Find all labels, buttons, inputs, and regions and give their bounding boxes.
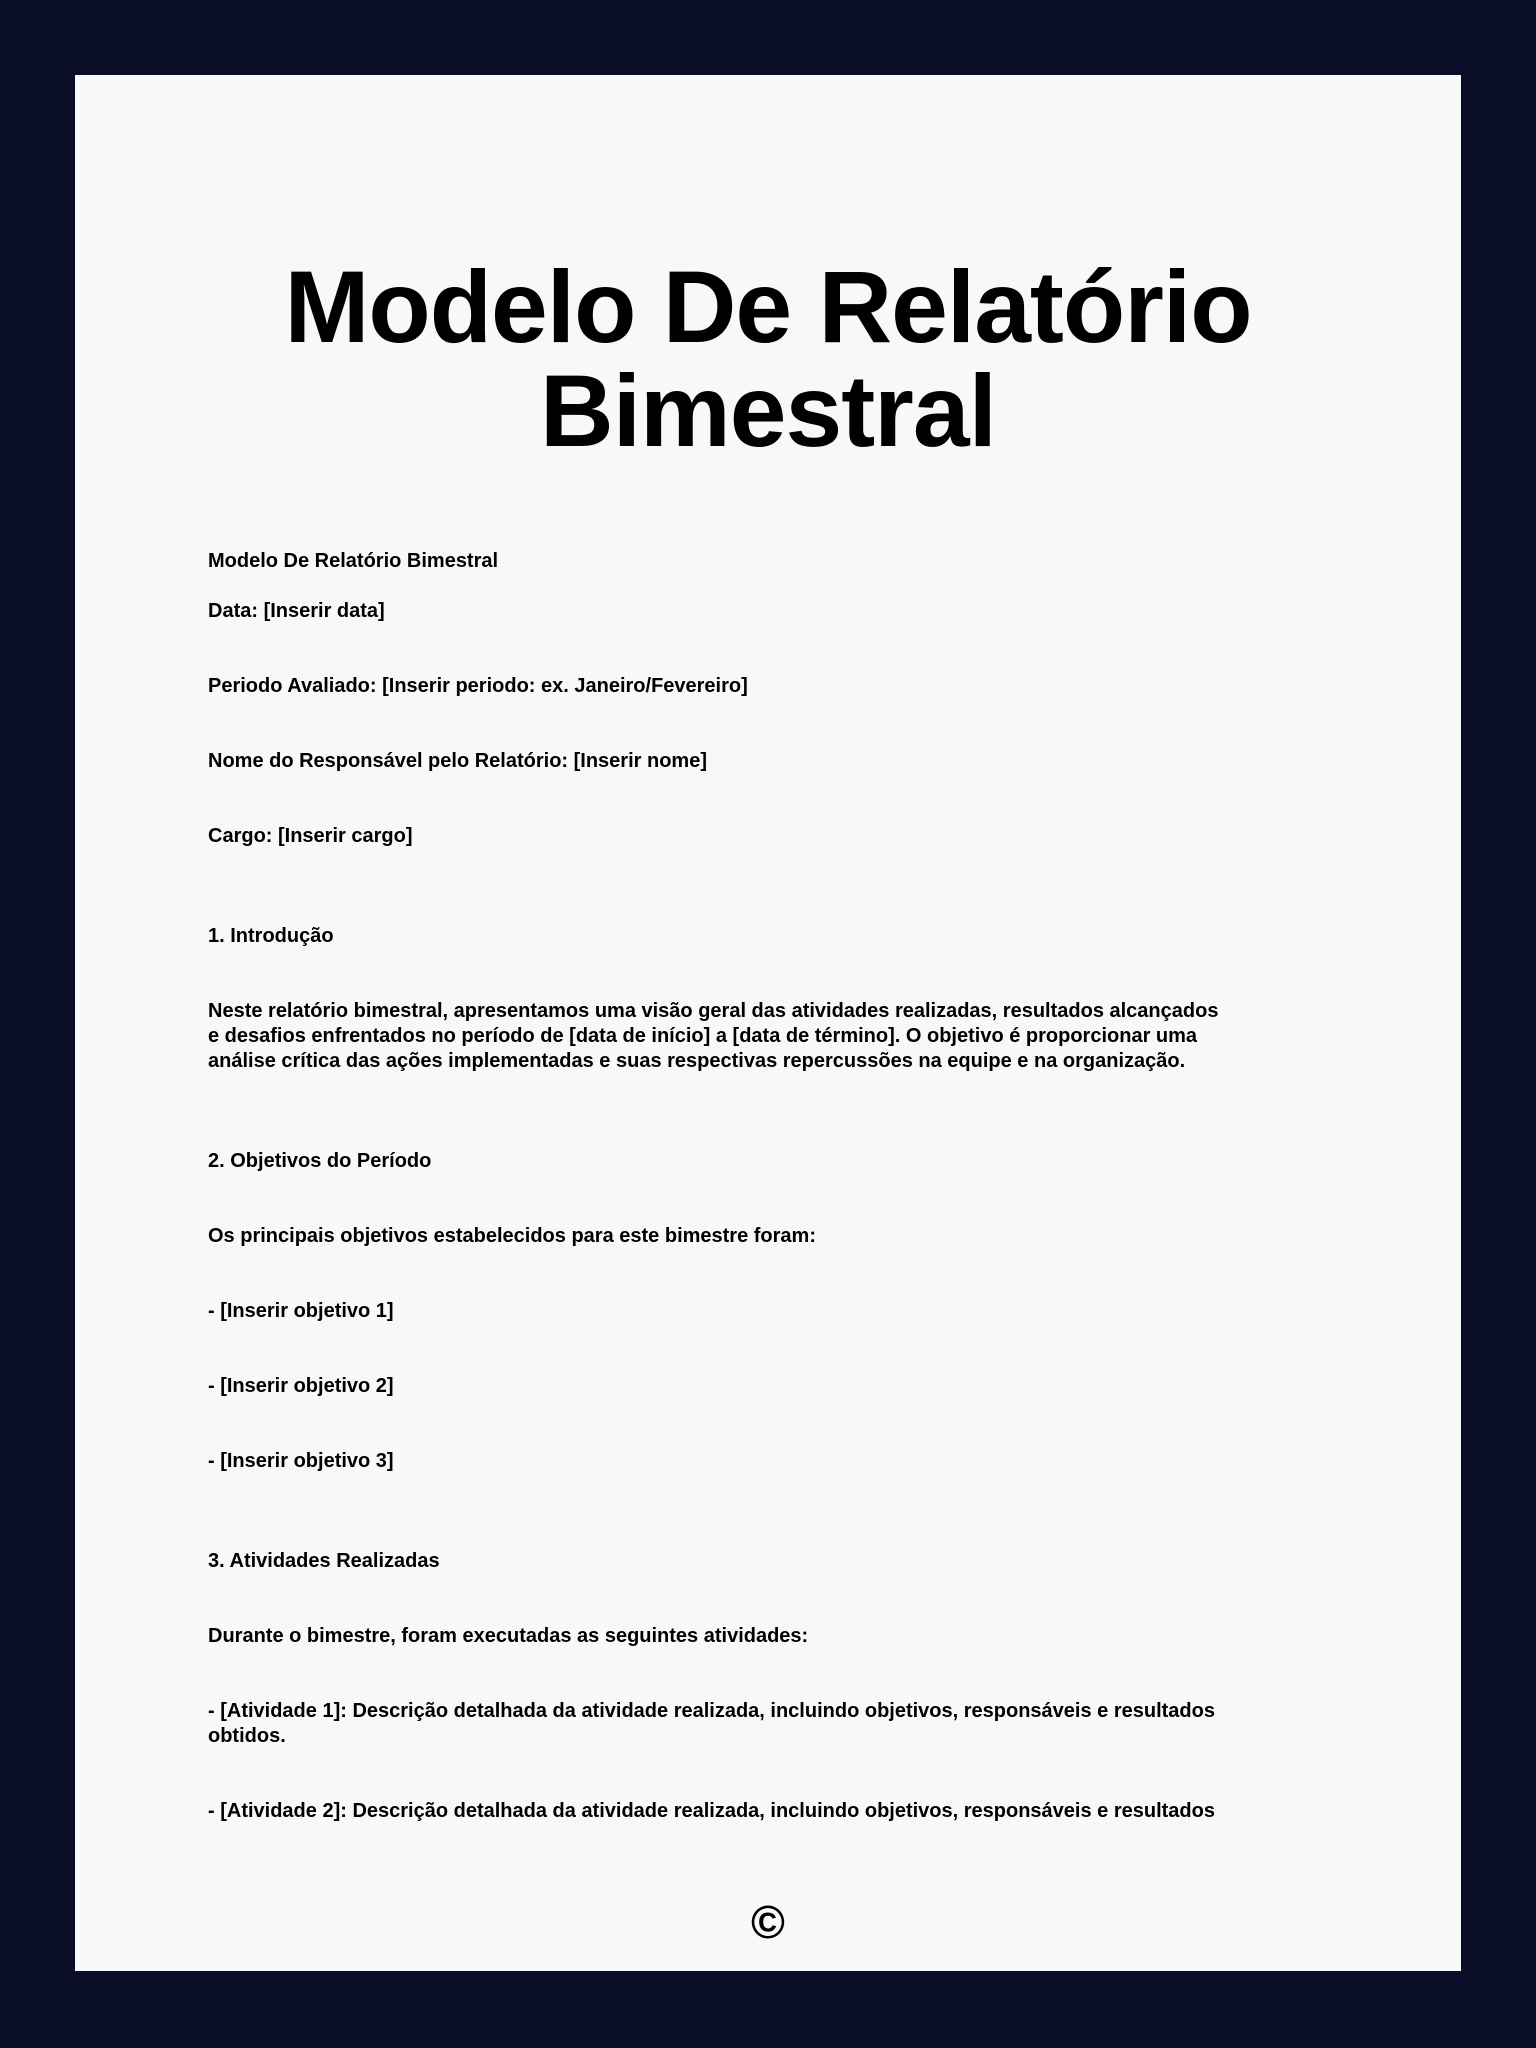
objective-item-2: - [Inserir objetivo 2]	[208, 1375, 394, 1397]
role-field-line: Cargo: [Inserir cargo]	[208, 825, 413, 847]
objective-item-3: - [Inserir objetivo 3]	[208, 1450, 394, 1472]
activity-item-1	[208, 1699, 1461, 1749]
paragraph-line: obtidos.	[208, 1725, 286, 1747]
activities-intro-line: Durante o bimestre, foram executadas as seguintes atividades:	[208, 1625, 809, 1647]
section-1-heading: 1. Introdução	[208, 925, 334, 947]
responsible-field-line: Nome do Responsável pelo Relatório: [Inserir nome]	[208, 750, 707, 772]
intro-paragraph	[208, 999, 1461, 1074]
copyright-icon: ©	[751, 1896, 785, 1948]
objective-item-1: - [Inserir objetivo 1]	[208, 1300, 394, 1322]
period-field-line: Periodo Avaliado: [Inserir periodo: ex. Janeiro/Fevereiro]	[208, 675, 748, 697]
document-title: Modelo De Relatório Bimestral	[284, 250, 1252, 468]
objectives-intro-line: Os principais objetivos estabelecidos para este bimestre foram:	[208, 1225, 816, 1247]
paragraph-line: análise crítica das ações implementadas e suas respectivas repercussões na equipe e na organização.	[208, 1050, 1186, 1072]
paragraph-line: - [Atividade 1]: Descrição detalhada da atividade realizada, incluindo objetivos, responsáveis e resultados	[208, 1700, 1215, 1722]
paragraph-line: - [Atividade 2]: Descrição detalhada da atividade realizada, incluindo objetivos, responsáveis e resultados	[208, 1800, 1215, 1822]
paragraph-line: Neste relatório bimestral, apresentamos uma visão geral das atividades realizadas, resultados alcançados	[208, 1000, 1219, 1022]
section-2-heading: 2. Objetivos do Período	[208, 1150, 432, 1172]
document-page	[75, 75, 1461, 1971]
activity-item-2	[208, 1799, 1461, 1824]
document-body	[208, 549, 1461, 1874]
template-name-line: Modelo De Relatório Bimestral	[208, 550, 499, 572]
paragraph-line: e desafios enfrentados no período de [data de início] a [data de término]. O objetivo é proporcionar uma	[208, 1025, 1198, 1047]
section-3-heading: 3. Atividades Realizadas	[208, 1550, 440, 1572]
date-field-line: Data: [Inserir data]	[208, 600, 385, 622]
